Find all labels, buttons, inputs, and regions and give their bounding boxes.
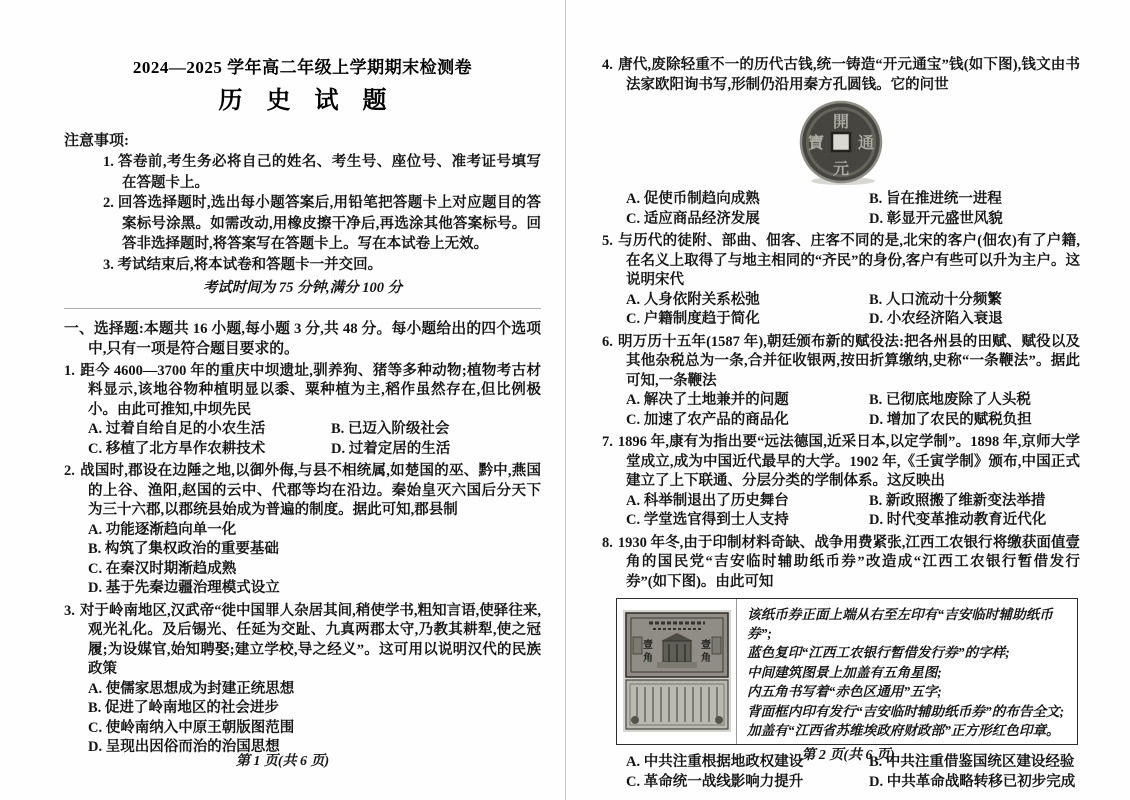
question-1	[64, 362, 541, 460]
question-4	[602, 56, 1080, 229]
question-stem	[602, 232, 1080, 291]
question-stem	[602, 534, 1080, 593]
question-stem	[64, 362, 541, 421]
banknote-description-line: 中间建筑图景上加盖有五角星图;	[747, 664, 942, 680]
question-7	[602, 433, 1080, 531]
option-D: D. 基于先秦边疆治理模式设立	[88, 580, 280, 597]
option-D: D. 彰显开元盛世风貌	[869, 210, 1003, 227]
section-divider-line	[64, 308, 541, 309]
option-B: B. 新政照搬了维新变法举措	[869, 492, 1046, 509]
question-text: 与历代的徒附、部曲、佃客、庄客不同的是,北宋的客户(佃农)有了户籍,在名义上取得了与地主相同的“齐民”的身份,客户有些可以升为主户。这说明宋代	[617, 233, 1080, 289]
option-A: A. 中共注重根据地政权建设	[626, 754, 804, 771]
option-row	[602, 511, 1080, 530]
option-C: C. 学堂选官得到士人支持	[626, 512, 789, 529]
question-text: 1930 年冬,由于印制材料奇缺、战争用费紧张,江西工农银行将缴获面值壹角的国民党“吉安临时辅助纸币券”改造成“江西工农银行暂借发行券”(如下图)。由此可知	[617, 534, 1080, 590]
banknote-description-line: 内五角书写着“赤色区通用”五字;	[747, 684, 942, 700]
option-row	[602, 391, 1080, 410]
question-stem	[602, 433, 1080, 492]
option-C: C. 户籍制度趋于简化	[626, 311, 760, 328]
option-D: D. 过着定居的生活	[331, 440, 451, 457]
option-row	[602, 210, 1080, 229]
option-A: A. 过着自给自足的小农生活	[88, 421, 266, 438]
option-row	[602, 492, 1080, 511]
option-A: A. 促使币制趋向成熟	[626, 191, 760, 208]
question-stem	[64, 602, 541, 680]
question-number: 7.	[602, 434, 613, 451]
questions-page-1	[64, 362, 541, 758]
question-text: 1896 年,康有为指出要“远法德国,近采日本,以定学制”。1898 年,京师大学堂成立,成为中国近代最早的大学。1902 年,《壬寅学制》颁布,中国正式建立了上下联通、分层分类的学制体系。这反映出	[617, 434, 1080, 490]
coin-char-right: 通	[857, 135, 875, 153]
option-C: C. 适应商品经济发展	[626, 210, 760, 227]
question-text: 战国时,郡设在边陲之地,以御外侮,与县不相统属,如楚国的巫、黔中,燕国的上谷、渔阳,赵国的云中、代郡等均在沿边。秦始皇灭六国后分天下为三十六郡,以郡统县始成为普遍的制度。据此可知,郡县制	[79, 463, 541, 519]
banknote-description-line: 背面框内印有发行“吉安临时辅助纸币券”的布告全文;	[747, 703, 1065, 719]
option-A: A. 解决了土地兼并的问题	[626, 392, 789, 409]
option-B: B. 人口流动十分频繁	[869, 291, 1002, 308]
option-C: C. 加速了农产品的商品化	[626, 411, 789, 428]
option-row	[602, 291, 1080, 310]
option-C: C. 使岭南纳入中原王朝版图范围	[88, 719, 295, 736]
notice-item: 2. 回答选择题时,选出每小题答案后,用铅笔把答题卡上对应题目的答案标号涂黑。如需改动,用橡皮擦干净后,再选涂其他答案标号。回答非选择题时,将答案写在答题卡上。写在本试卷上无效。	[103, 195, 541, 253]
notice-header: 注意事项:	[64, 133, 129, 149]
exam-time-note: 考试时间为 75 分钟,满分 100 分	[202, 279, 403, 296]
question-5	[602, 232, 1080, 330]
page-2-footer: 第 2 页(共 6 页)	[801, 748, 895, 763]
option-B: B. 促进了岭南地区的社会进步	[88, 700, 279, 717]
question-stem	[602, 333, 1080, 392]
option-row	[64, 420, 541, 439]
option-A: A. 功能逐渐趋向单一化	[88, 521, 237, 538]
banknote-denomination-char: 角	[700, 653, 711, 665]
option-D: D. 呈现出因俗而治的治国思想	[88, 739, 280, 756]
question-number: 4.	[602, 57, 613, 73]
coin-char-top: 開	[832, 114, 850, 132]
notice-list	[64, 152, 541, 276]
exam-title: 2024—2025 学年高二年级上学期期末检测卷	[132, 58, 473, 77]
option-A: A. 人身依附关系松弛	[626, 291, 760, 308]
banknote-description	[737, 599, 1077, 745]
question-6	[602, 333, 1080, 431]
option-C: C. 革命统一战线影响力提升	[626, 773, 804, 790]
option-row	[602, 190, 1080, 209]
option-D: D. 小农经济陷入衰退	[869, 311, 1003, 328]
page-1-footer: 第 1 页(共 6 页)	[235, 754, 330, 769]
exam-subject-title: 历 史 试 题	[218, 88, 396, 114]
section-header: 一、选择题:本题共 16 小题,每小题 3 分,共 48 分。每小题给出的四个选项中,只有一项是符合题目要求的。	[64, 320, 541, 358]
question-number: 3.	[64, 602, 75, 619]
banknote-figure-box	[616, 598, 1078, 746]
option-row	[602, 310, 1080, 329]
question-text: 明万历十五年(1587 年),朝廷颁布新的赋役法:把各州县的田赋、赋役以及其他杂税总为一条,合并征收银两,按田折算缴纳,史称“一条鞭法”。据此可知,一条鞭法	[617, 333, 1080, 389]
option-D: D. 中共革命战略转移已初步完成	[869, 773, 1076, 790]
banknote-description-line: 加盖有“江西省苏维埃政府财政部”正方形红色印章。	[747, 723, 1060, 738]
question-number: 5.	[602, 233, 613, 249]
question-number: 8.	[602, 534, 613, 551]
notice-item: 3. 考试结束后,将本试卷和答题卡一并交回。	[103, 256, 383, 273]
option-D: D. 时代变革推动教育近代化	[869, 512, 1047, 529]
option-D: D. 增加了农民的赋税负担	[869, 411, 1032, 428]
option-A: A. 使儒家思想成为封建正统思想	[88, 680, 295, 697]
question-number: 2.	[64, 463, 75, 480]
banknote-image	[623, 610, 731, 732]
question-text: 对于岭南地区,汉武帝“徙中国罪人杂居其间,稍使学书,粗知言语,使驿往来,观光礼化。及后锡光、任延为交趾、九真两郡太守,乃教其耕犁,使之冠履;为设媒官,始知聘娶;建立学校,导之经义”。这可用以说明汉代的民族政策	[79, 602, 541, 678]
question-stem	[64, 462, 541, 521]
banknote-description-line: 蓝色复印“江西工农银行暂借发行券”的字样;	[747, 645, 1010, 661]
option-B: B. 中共注重借鉴国统区建设经验	[869, 754, 1075, 771]
banknote-denomination-char: 壹	[642, 640, 653, 652]
question-number: 6.	[602, 333, 613, 350]
option-A: A. 科举制退出了历史舞台	[626, 492, 789, 509]
option-B: B. 已迈入阶级社会	[331, 421, 450, 438]
coin-char-bottom: 元	[832, 161, 850, 179]
kaiyuan-tongbao-coin-image	[797, 98, 885, 186]
coin-figure	[602, 98, 1080, 186]
questions-page-2	[602, 56, 1080, 792]
question-text: 唐代,废除轻重不一的历代古钱,统一铸造“开元通宝”钱(如下图),钱文由书法家欧阳询书写,形制仍沿用秦方孔圆钱。它的问世	[617, 57, 1080, 93]
option-B: B. 旨在推进统一进程	[869, 191, 1002, 208]
option-C: C. 在秦汉时期渐趋成熟	[88, 560, 237, 577]
coin-char-left: 寶	[807, 135, 825, 153]
option-B: B. 已彻底地废除了人头税	[869, 392, 1031, 409]
question-2	[64, 462, 541, 598]
option-row	[602, 773, 1080, 792]
question-number: 1.	[64, 362, 75, 379]
banknote-denomination-char: 角	[642, 653, 653, 665]
option-B: B. 构筑了集权政治的重要基础	[88, 541, 279, 558]
question-stem	[602, 56, 1080, 95]
page-2	[565, 0, 1130, 800]
option-C: C. 移植了北方旱作农耕技术	[88, 440, 266, 457]
question-3	[64, 602, 541, 758]
option-row	[64, 440, 541, 459]
question-text: 距今 4600—3700 年的重庆中坝遗址,驯养狗、猪等多种动物;植物考古材料显示,该地谷物种植明显以黍、粟种植为主,稻作虽然存在,但比例极小。由此可推知,中坝先民	[79, 362, 541, 418]
banknote-image-cell	[617, 599, 737, 745]
notice-item: 1. 答卷前,考生务必将自己的姓名、考生号、座位号、准考证号填写在答题卡上。	[103, 154, 541, 191]
option-row	[602, 411, 1080, 430]
banknote-description-line: 该纸币券正面上端从右至左印有“吉安临时辅助纸币券”;	[747, 606, 1053, 641]
banknote-denomination-char: 壹	[700, 640, 711, 652]
